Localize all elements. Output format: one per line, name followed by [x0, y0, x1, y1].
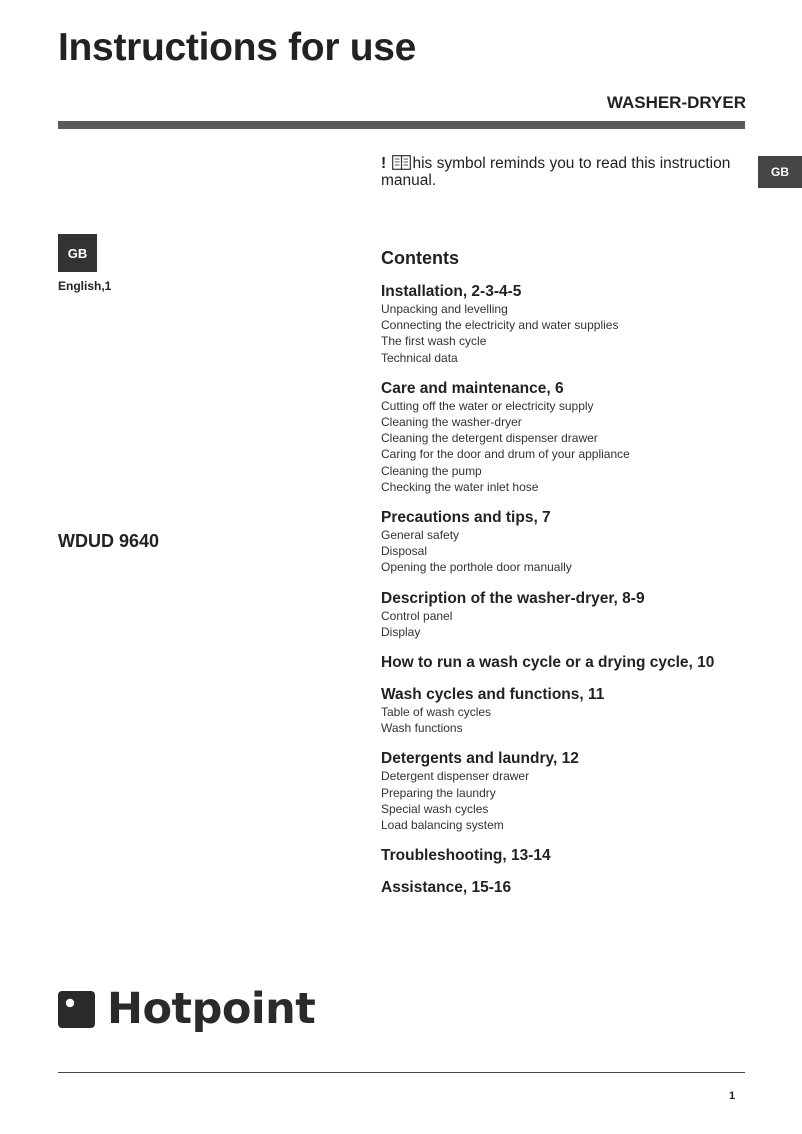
book-icon [392, 155, 411, 170]
contents-section [381, 508, 761, 576]
section-item: Checking the water inlet hose [381, 479, 539, 494]
contents-section [381, 749, 761, 833]
section-item: General safety [381, 528, 460, 543]
contents-section [381, 379, 761, 495]
section-item: Table of wash cycles [381, 705, 492, 720]
contents-section [381, 282, 761, 366]
notice-text: his symbol reminds you to read this instruction manual. [381, 155, 731, 189]
side-language-tab: GB [758, 156, 802, 188]
section-item: Load balancing system [381, 818, 504, 833]
product-type: WASHER-DRYER [606, 93, 746, 112]
section-title: Troubleshooting, 13-14 [381, 847, 551, 865]
language-badge: GB [58, 234, 97, 272]
section-title: Detergents and laundry, 12 [381, 750, 579, 768]
contents-section [381, 589, 761, 640]
read-manual-notice [381, 155, 751, 189]
section-item: Special wash cycles [381, 801, 489, 816]
table-of-contents [381, 248, 761, 910]
section-item: Cleaning the detergent dispenser drawer [381, 431, 598, 446]
section-item: Disposal [381, 544, 428, 559]
contents-section [381, 685, 761, 736]
page-number: 1 [729, 1090, 736, 1102]
section-title: Precautions and tips, 7 [381, 509, 551, 527]
brand-logo [58, 985, 315, 1033]
footer-rule [58, 1072, 745, 1073]
section-item: Unpacking and levelling [381, 302, 508, 316]
section-title: Installation, 2-3-4-5 [381, 283, 522, 300]
section-item: Wash functions [381, 721, 463, 736]
section-item: Display [381, 624, 421, 639]
section-item: Control panel [381, 608, 453, 623]
section-item: Cleaning the pump [381, 463, 482, 478]
contents-heading: Contents [381, 248, 459, 268]
header-rule [58, 121, 745, 129]
hotpoint-logo-mark-icon [58, 991, 95, 1028]
section-item: Detergent dispenser drawer [381, 769, 530, 784]
section-item: The first wash cycle [381, 334, 487, 349]
model-number: WDUD 9640 [58, 531, 160, 551]
contents-section [381, 846, 761, 865]
section-title: Assistance, 15-16 [381, 879, 512, 897]
contents-sections [381, 282, 761, 897]
section-item: Cutting off the water or electricity supply [381, 398, 594, 413]
section-item: Preparing the laundry [381, 785, 496, 800]
section-title: Care and maintenance, 6 [381, 379, 564, 397]
section-item: Cleaning the washer-dryer [381, 415, 522, 430]
notice-exclamation: ! [381, 155, 387, 172]
contents-section [381, 653, 761, 672]
section-item: Opening the porthole door manually [381, 560, 572, 575]
section-title: Description of the washer-dryer, 8-9 [381, 589, 645, 607]
contents-section [381, 878, 761, 897]
brand-name: Hotpoint [107, 984, 316, 1034]
section-title: How to run a wash cycle or a drying cycle, 10 [381, 654, 715, 672]
page-title: Instructions for use [58, 26, 417, 69]
language-label: English,1 [58, 279, 112, 293]
section-title: Wash cycles and functions, 11 [381, 686, 605, 704]
section-item: Caring for the door and drum of your appliance [381, 447, 630, 462]
section-item: Technical data [381, 350, 458, 365]
section-item: Connecting the electricity and water supplies [381, 318, 619, 333]
